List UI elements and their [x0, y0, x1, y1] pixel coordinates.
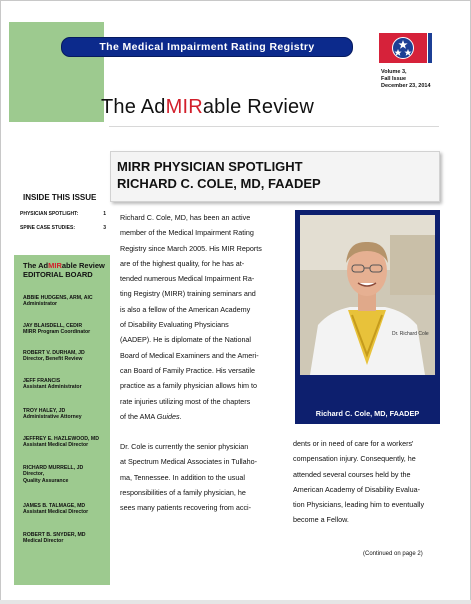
article-line: of the AMA Guides.: [120, 411, 182, 421]
article-line: Registry since March 2005. His MIR Reports: [120, 243, 262, 253]
article-line: Board of Medical Examiners and the Ameri-: [120, 350, 259, 360]
member-role: Director,: [23, 471, 45, 478]
article-line: sees many patients recovering from acci-: [120, 503, 252, 513]
article-line: member of the Medical Impairment Rating: [120, 228, 254, 238]
issue-date: December 23, 2014: [381, 83, 431, 89]
title-part-1: The Ad: [101, 96, 166, 118]
coat-embroidery: Dr. Richard Cole: [392, 331, 429, 337]
board-member: [23, 436, 109, 449]
member-name: JEFFREY E. HAZLEWOOD, MD: [23, 436, 99, 442]
toc-item-page: 3: [103, 225, 106, 231]
article-line: tended numerous Medical Impairment Ra-: [120, 274, 255, 284]
article-line: can Board of Family Practice. His versatile: [120, 365, 256, 375]
board-title-part-2: able Review: [61, 261, 105, 270]
article-line: dents or in need of care for a workers': [293, 439, 414, 448]
member-name: RICHARD MURRELL, JD: [23, 465, 84, 471]
article-line: become a Fellow.: [293, 515, 349, 525]
toc-item[interactable]: [20, 225, 106, 231]
board-member: [23, 323, 109, 336]
board-member: [23, 465, 109, 484]
portrait-illustration: [300, 215, 435, 375]
newsletter-title: [101, 96, 314, 119]
editorial-board-panel: [14, 255, 110, 585]
spotlight-heading: MIRR PHYSICIAN SPOTLIGHT: [117, 159, 303, 174]
member-name: ROBERT V. DURHAM, JD: [23, 350, 85, 356]
issue-info: [381, 69, 431, 90]
board-member: [23, 503, 109, 516]
article-line: American Academy of Disability Evalua-: [293, 484, 421, 494]
board-member: [23, 295, 109, 308]
member-role: Administrative Attorney: [23, 414, 82, 421]
article-line: practice as a family physician allows him to: [120, 381, 258, 391]
member-role: Quality Assurance: [23, 477, 69, 484]
member-role: Medical Director: [23, 538, 64, 545]
registry-banner-text: The Medical Impairment Rating Registry: [99, 41, 315, 53]
photo-caption: Richard C. Cole, MD, FAADEP: [315, 409, 420, 418]
member-role: Administrator: [23, 301, 58, 308]
article-line: (AADEP). He is diplomate of the National: [120, 335, 252, 345]
tennessee-flag-icon: [379, 33, 432, 63]
article-line: tion Physicians, leading him to eventually: [293, 500, 425, 510]
paragraph-gap: [120, 424, 285, 439]
member-name: TROY HALEY, JD: [23, 408, 66, 414]
article-line: Dr. Cole is currently the senior physician: [120, 442, 249, 452]
member-role: Assistant Medical Director: [23, 442, 89, 449]
member-role: Assistant Medical Director: [23, 509, 89, 516]
article-line: at Spectrum Medical Associates in Tullaho-: [120, 457, 258, 467]
member-name: ROBERT B. SNYDER, MD: [23, 532, 86, 538]
article-column-2: [293, 436, 442, 528]
article-line: compensation injury. Consequently, he: [293, 454, 416, 464]
spotlight-heading-box: [110, 151, 440, 202]
member-name: ABBIE HUDGENS, ARM, AIC: [23, 295, 93, 301]
article-line: is also a fellow of the American Academy: [120, 304, 251, 314]
board-title-part-1: The Ad: [23, 261, 49, 270]
article-line: ting Registry (MIRR) training seminars and: [120, 289, 256, 299]
article-line: rate injuries utilizing most of the chapters: [120, 396, 251, 406]
spotlight-subheading: RICHARD C. COLE, MD, FAADEP: [117, 176, 321, 191]
issue-season: Fall Issue: [381, 76, 407, 82]
article-line: are of the highest quality, for he has at-: [120, 258, 245, 268]
member-name: JAY BLAISDELL, CEDIR: [23, 323, 83, 329]
article-line: attended several courses held by the: [293, 469, 411, 479]
title-divider: [109, 126, 439, 127]
page-shadow: [0, 600, 471, 604]
title-highlight: MIR: [165, 96, 203, 118]
article-column-1: [120, 210, 285, 516]
issue-volume: Volume 3,: [381, 69, 407, 75]
board-member: [23, 532, 109, 545]
toc-item-page: 1: [103, 211, 106, 217]
title-part-2: able Review: [202, 96, 315, 118]
board-member: [23, 350, 109, 363]
member-role: Director, Benefit Review: [23, 356, 83, 363]
toc-item-label: SPINE CASE STUDIES:: [20, 225, 76, 231]
toc-heading: INSIDE THIS ISSUE: [23, 193, 97, 202]
flag-stripe: [427, 33, 432, 63]
board-member: [23, 408, 109, 421]
board-title-line2: EDITORIAL BOARD: [23, 270, 93, 279]
board-title: [23, 261, 105, 279]
board-title-highlight: MIR: [48, 261, 62, 270]
article-line: responsibilities of a family physician, he: [120, 488, 246, 498]
member-role: Assistant Administrator: [23, 384, 82, 391]
toc-item[interactable]: [20, 211, 106, 217]
member-role: MIRR Program Coordinator: [23, 329, 91, 336]
member-name: JEFF FRANCIS: [23, 378, 61, 384]
member-name: JAMES B. TALMAGE, MD: [23, 503, 86, 509]
doctor-portrait: [300, 215, 435, 375]
article-line: Richard C. Cole, MD, has been an active: [120, 213, 251, 222]
board-member: [23, 378, 109, 391]
article-line: ma, Tennessee. In addition to the usual: [120, 472, 245, 482]
toc-item-label: PHYSICIAN SPOTLIGHT:: [20, 211, 79, 217]
article-line: of Disability Evaluating Physicians: [120, 320, 229, 330]
flag-stars: [392, 37, 414, 59]
spotlight-photo-frame: [295, 210, 440, 424]
registry-banner: [61, 37, 353, 57]
continued-note[interactable]: (Continued on page 2): [363, 551, 423, 557]
